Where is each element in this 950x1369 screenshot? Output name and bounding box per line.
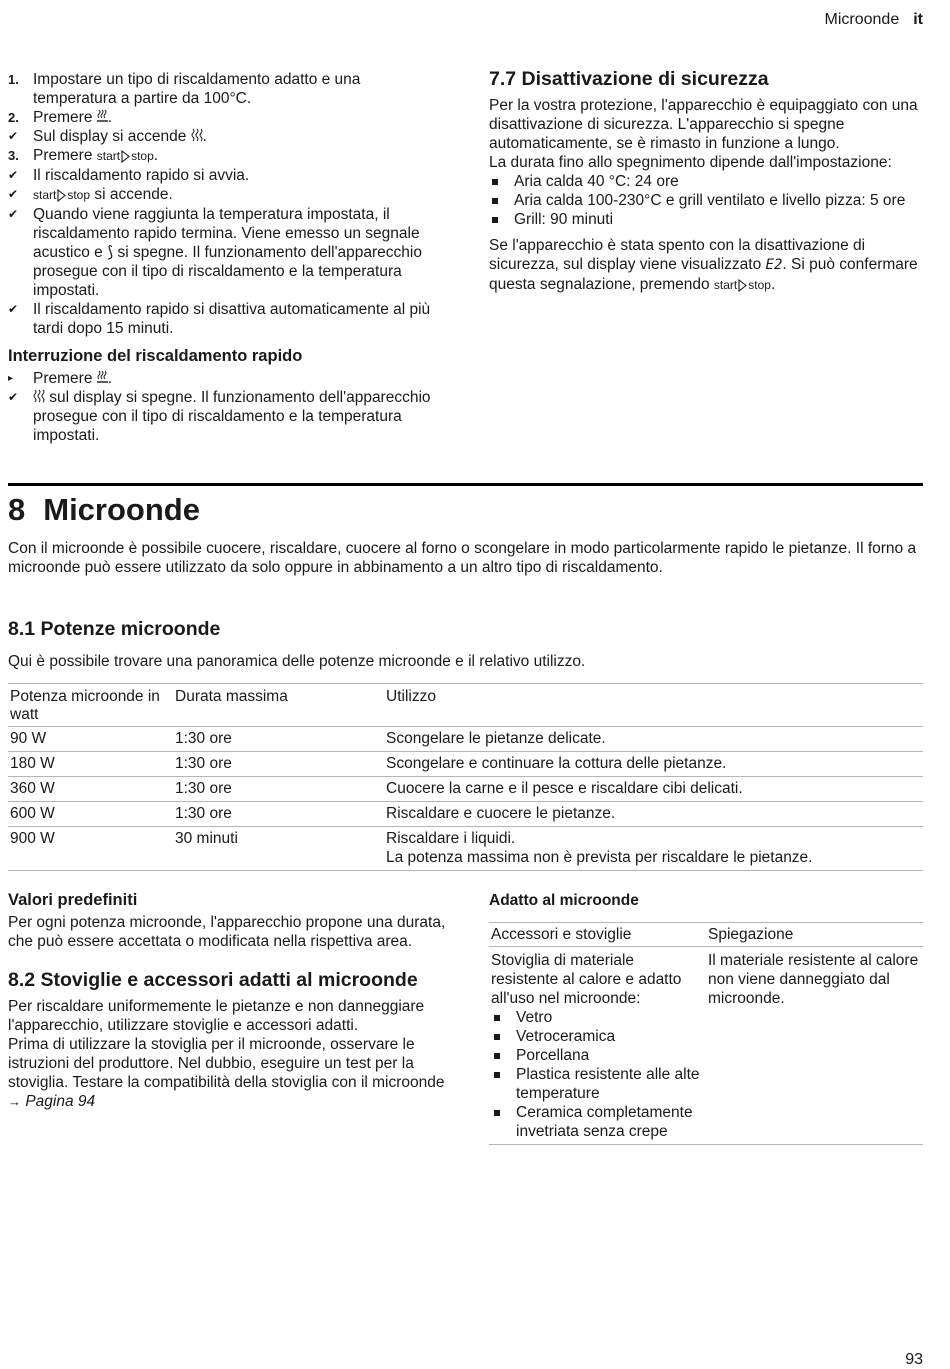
result-startstop-on <box>8 185 448 205</box>
bullet-item <box>491 1008 704 1027</box>
adatto-heading: Adatto al microonde <box>489 892 639 909</box>
chapter-divider <box>8 483 923 486</box>
check-icon: ✔ <box>8 168 19 182</box>
table-row <box>8 827 923 871</box>
usage-line-1: Riscaldare i liquidi. <box>386 830 516 847</box>
table-row <box>8 777 923 802</box>
bullet-square-icon <box>492 198 498 204</box>
bullet-square-icon <box>492 217 498 223</box>
step-text-end: . <box>107 109 113 126</box>
bullet-text: Aria calda 100-230°C e grill ventilato e livello pizza: 5 ore <box>514 192 906 209</box>
cell-usage: Cuocere la carne e il pesce e riscaldare cibi delicati. <box>386 780 743 797</box>
p2-text: Prima di utilizzare la stoviglia per il microonde, osservare le istruzioni del produttore. Nel dubbio, eseguire un test per la stoviglia. Testare la compatibilità della stoviglia con il microonde <box>8 1036 445 1091</box>
bullet-text: Plastica resistente alle alte temperature <box>516 1066 700 1102</box>
p3-text: Se l'apparecchio è stata spento con la disattivazione di sicurezza, sul display viene visualizzato <box>489 237 866 273</box>
bullet-text: Vetro <box>516 1009 553 1026</box>
step-2 <box>8 108 448 127</box>
check-icon: ✔ <box>8 187 19 201</box>
start-stop-symbol <box>714 276 771 295</box>
bullet-square-icon <box>492 179 498 185</box>
section-7-7-title: 7.7 Disattivazione di sicurezza <box>489 68 769 90</box>
power-table <box>8 683 923 871</box>
bullet-item <box>489 172 929 191</box>
bullet-item <box>491 1046 704 1065</box>
play-triangle-icon <box>57 189 66 202</box>
stop-label: stop <box>131 149 154 163</box>
chapter-title <box>8 492 200 528</box>
arrow-right-icon: → <box>8 1094 21 1109</box>
cell-duration: 1:30 ore <box>175 780 232 797</box>
action-triangle-icon: ▸ <box>8 373 14 384</box>
bullet-square-icon <box>494 1053 500 1059</box>
result-temp-reached <box>8 205 448 300</box>
cell-intro: Stoviglia di materiale resistente al calore e adatto all'uso nel microonde: <box>491 952 682 1007</box>
check-icon: ✔ <box>8 207 19 221</box>
step-text: Il riscaldamento rapido si disattiva automaticamente al più tardi dopo 15 minuti. <box>33 301 431 337</box>
play-triangle-icon <box>121 150 130 163</box>
col-header-usage: Utilizzo <box>386 688 436 705</box>
interrupt-step <box>8 369 448 388</box>
step-3 <box>8 146 448 166</box>
bullet-item <box>491 1027 704 1046</box>
cell-duration: 1:30 ore <box>175 805 232 822</box>
safety-paragraph-1: Per la vostra protezione, l'apparecchio è equipaggiato con una disattivazione di sicurezza. L'apparecchio si spegne automaticamente, se è rimasto in funzione a lungo. <box>489 97 918 152</box>
section-8-2-p1: Per riscaldare uniformemente le pietanze e non danneggiare l'apparecchio, utilizzare stoviglie e accessori adatti. <box>8 998 425 1034</box>
col-header-accessories: Accessori e stoviglie <box>491 926 632 943</box>
safety-paragraph-3 <box>489 236 929 295</box>
bullet-square-icon <box>494 1110 500 1116</box>
header-lang: it <box>913 11 923 28</box>
quick-heat-display-icon <box>33 389 45 403</box>
cell-duration: 30 minuti <box>175 830 238 847</box>
step-text: Il riscaldamento rapido si avvia. <box>33 167 250 184</box>
step-text: Sul display si accende <box>33 128 191 145</box>
col-header-power: Potenza microonde in watt <box>10 688 160 723</box>
section-8-1-intro: Qui è possibile trovare una panoramica delle potenze microonde e il relativo utilizzo. <box>8 653 586 670</box>
cell-power: 600 W <box>10 805 55 822</box>
result-auto-off <box>8 300 448 338</box>
result-display-on <box>8 127 448 146</box>
bullet-text: Ceramica completamente invetriata senza crepe <box>516 1104 693 1140</box>
valori-heading: Valori predefiniti <box>8 891 138 909</box>
step-text: Premere <box>33 370 97 387</box>
step-text: Quando viene raggiunta la temperatura impostata, il riscaldamento rapido termina. Viene emesso un segnale acustico e ⟆ si spegne. Il funzionamento dell'apparecchio prosegue con il tipo di riscaldamento e la temperatura impostati. <box>33 206 422 299</box>
page-number: 93 <box>905 1351 923 1368</box>
cell-explanation: Il materiale resistente al calore non viene danneggiato dal microonde. <box>708 952 919 1007</box>
chapter-name: Microonde <box>43 492 200 527</box>
chapter-intro: Con il microonde è possibile cuocere, riscaldare, cuocere al forno o scongelare in modo particolarmente rapido le pietanze. Il forno a microonde può essere utilizzato da solo oppure in abbinamento a un altro tipo di riscaldamento. <box>8 540 917 576</box>
bullet-item <box>491 1103 704 1141</box>
stop-label: stop <box>748 278 771 292</box>
lower-left-column <box>8 891 448 1111</box>
bullet-text: Vetroceramica <box>516 1028 616 1045</box>
step-text: Premere <box>33 147 97 164</box>
step-number: 1. <box>8 72 19 87</box>
valori-text: Per ogni potenza microonde, l'apparecchio propone una durata, che può essere accettata o modificata nella rispettiva area. <box>8 914 446 950</box>
header-section: Microonde <box>824 11 900 28</box>
p3-text-2: . Si può confermare questa segnalazione, premendo <box>489 256 918 293</box>
check-icon: ✔ <box>8 390 19 404</box>
chapter-number: 8 <box>8 492 26 527</box>
interrupt-result <box>8 388 448 445</box>
step-number: 2. <box>8 110 19 125</box>
bullet-text: Porcellana <box>516 1047 590 1064</box>
step-text: Impostare un tipo di riscaldamento adatto e una temperatura a partire da 100°C. <box>33 71 361 107</box>
check-icon: ✔ <box>8 302 19 316</box>
play-triangle-icon <box>738 279 747 292</box>
bullet-square-icon <box>494 1072 500 1078</box>
start-label: start <box>713 278 738 292</box>
step-number: 3. <box>8 148 19 163</box>
table-row <box>8 752 923 777</box>
step-text-end: . <box>202 128 207 145</box>
table-header-row <box>489 923 923 947</box>
error-code-display: E2 <box>765 257 783 273</box>
table-row <box>8 727 923 752</box>
section-8-2-title: 8.2 Stoviglie e accessori adatti al microonde <box>8 969 418 991</box>
step-text-end: . <box>153 147 159 164</box>
bullet-text: Grill: 90 minuti <box>514 211 614 228</box>
cell-power: 180 W <box>10 755 55 772</box>
table-row <box>8 802 923 827</box>
suitability-table <box>489 922 923 1145</box>
start-label: start <box>33 188 57 202</box>
bullet-item <box>491 1065 704 1103</box>
cell-accessories <box>489 947 706 1145</box>
table-row <box>489 947 923 1145</box>
cell-usage: Riscaldare e cuocere le pietanze. <box>386 805 616 822</box>
start-stop-symbol <box>33 186 90 205</box>
safety-paragraph-2: La durata fino allo spegnimento dipende dall'impostazione: <box>489 154 892 171</box>
col-header-explanation: Spiegazione <box>708 926 794 943</box>
interrupt-heading: Interruzione del riscaldamento rapido <box>8 347 303 365</box>
quick-heat-button-icon <box>97 370 108 384</box>
step-text: sul display si spegne. Il funzionamento dell'apparecchio prosegue con il tipo di riscaldamento e la temperatura impostati. <box>33 389 431 444</box>
start-label: start <box>96 149 121 163</box>
result-starts <box>8 166 448 185</box>
step-text: si accende. <box>90 186 173 203</box>
cell-duration: 1:30 ore <box>175 730 232 747</box>
cell-power: 90 W <box>10 730 47 747</box>
right-column <box>489 70 929 295</box>
bullet-item <box>489 191 929 210</box>
section-8-2-p2 <box>8 1035 448 1111</box>
p3-end: . <box>770 276 776 293</box>
step-text: Premere <box>33 109 97 126</box>
bullet-square-icon <box>494 1015 500 1021</box>
stop-label: stop <box>67 188 91 202</box>
bullet-square-icon <box>494 1034 500 1040</box>
start-stop-symbol <box>97 147 154 166</box>
cell-duration: 1:30 ore <box>175 755 232 772</box>
usage-line-2: La potenza massima non è prevista per riscaldare le pietanze. <box>386 849 813 866</box>
cell-power: 900 W <box>10 830 55 847</box>
step-text-end: . <box>107 370 113 387</box>
left-column <box>8 70 448 445</box>
quick-heat-button-icon <box>97 109 108 123</box>
col-header-duration: Durata massima <box>175 688 288 705</box>
cell-usage: Scongelare le pietanze delicate. <box>386 730 606 747</box>
check-icon: ✔ <box>8 129 19 143</box>
bullet-text: Aria calda 40 °C: 24 ore <box>514 173 679 190</box>
bullet-item <box>489 210 929 229</box>
section-8-1-title: 8.1 Potenze microonde <box>8 618 221 640</box>
cell-usage <box>384 827 923 871</box>
cell-usage: Scongelare e continuare la cottura delle pietanze. <box>386 755 727 772</box>
page-link[interactable]: Pagina 94 <box>25 1093 96 1110</box>
table-header-row <box>8 684 923 727</box>
step-1 <box>8 70 448 108</box>
quick-heat-display-icon <box>191 128 203 142</box>
cell-power: 360 W <box>10 780 55 797</box>
running-header <box>825 10 923 29</box>
